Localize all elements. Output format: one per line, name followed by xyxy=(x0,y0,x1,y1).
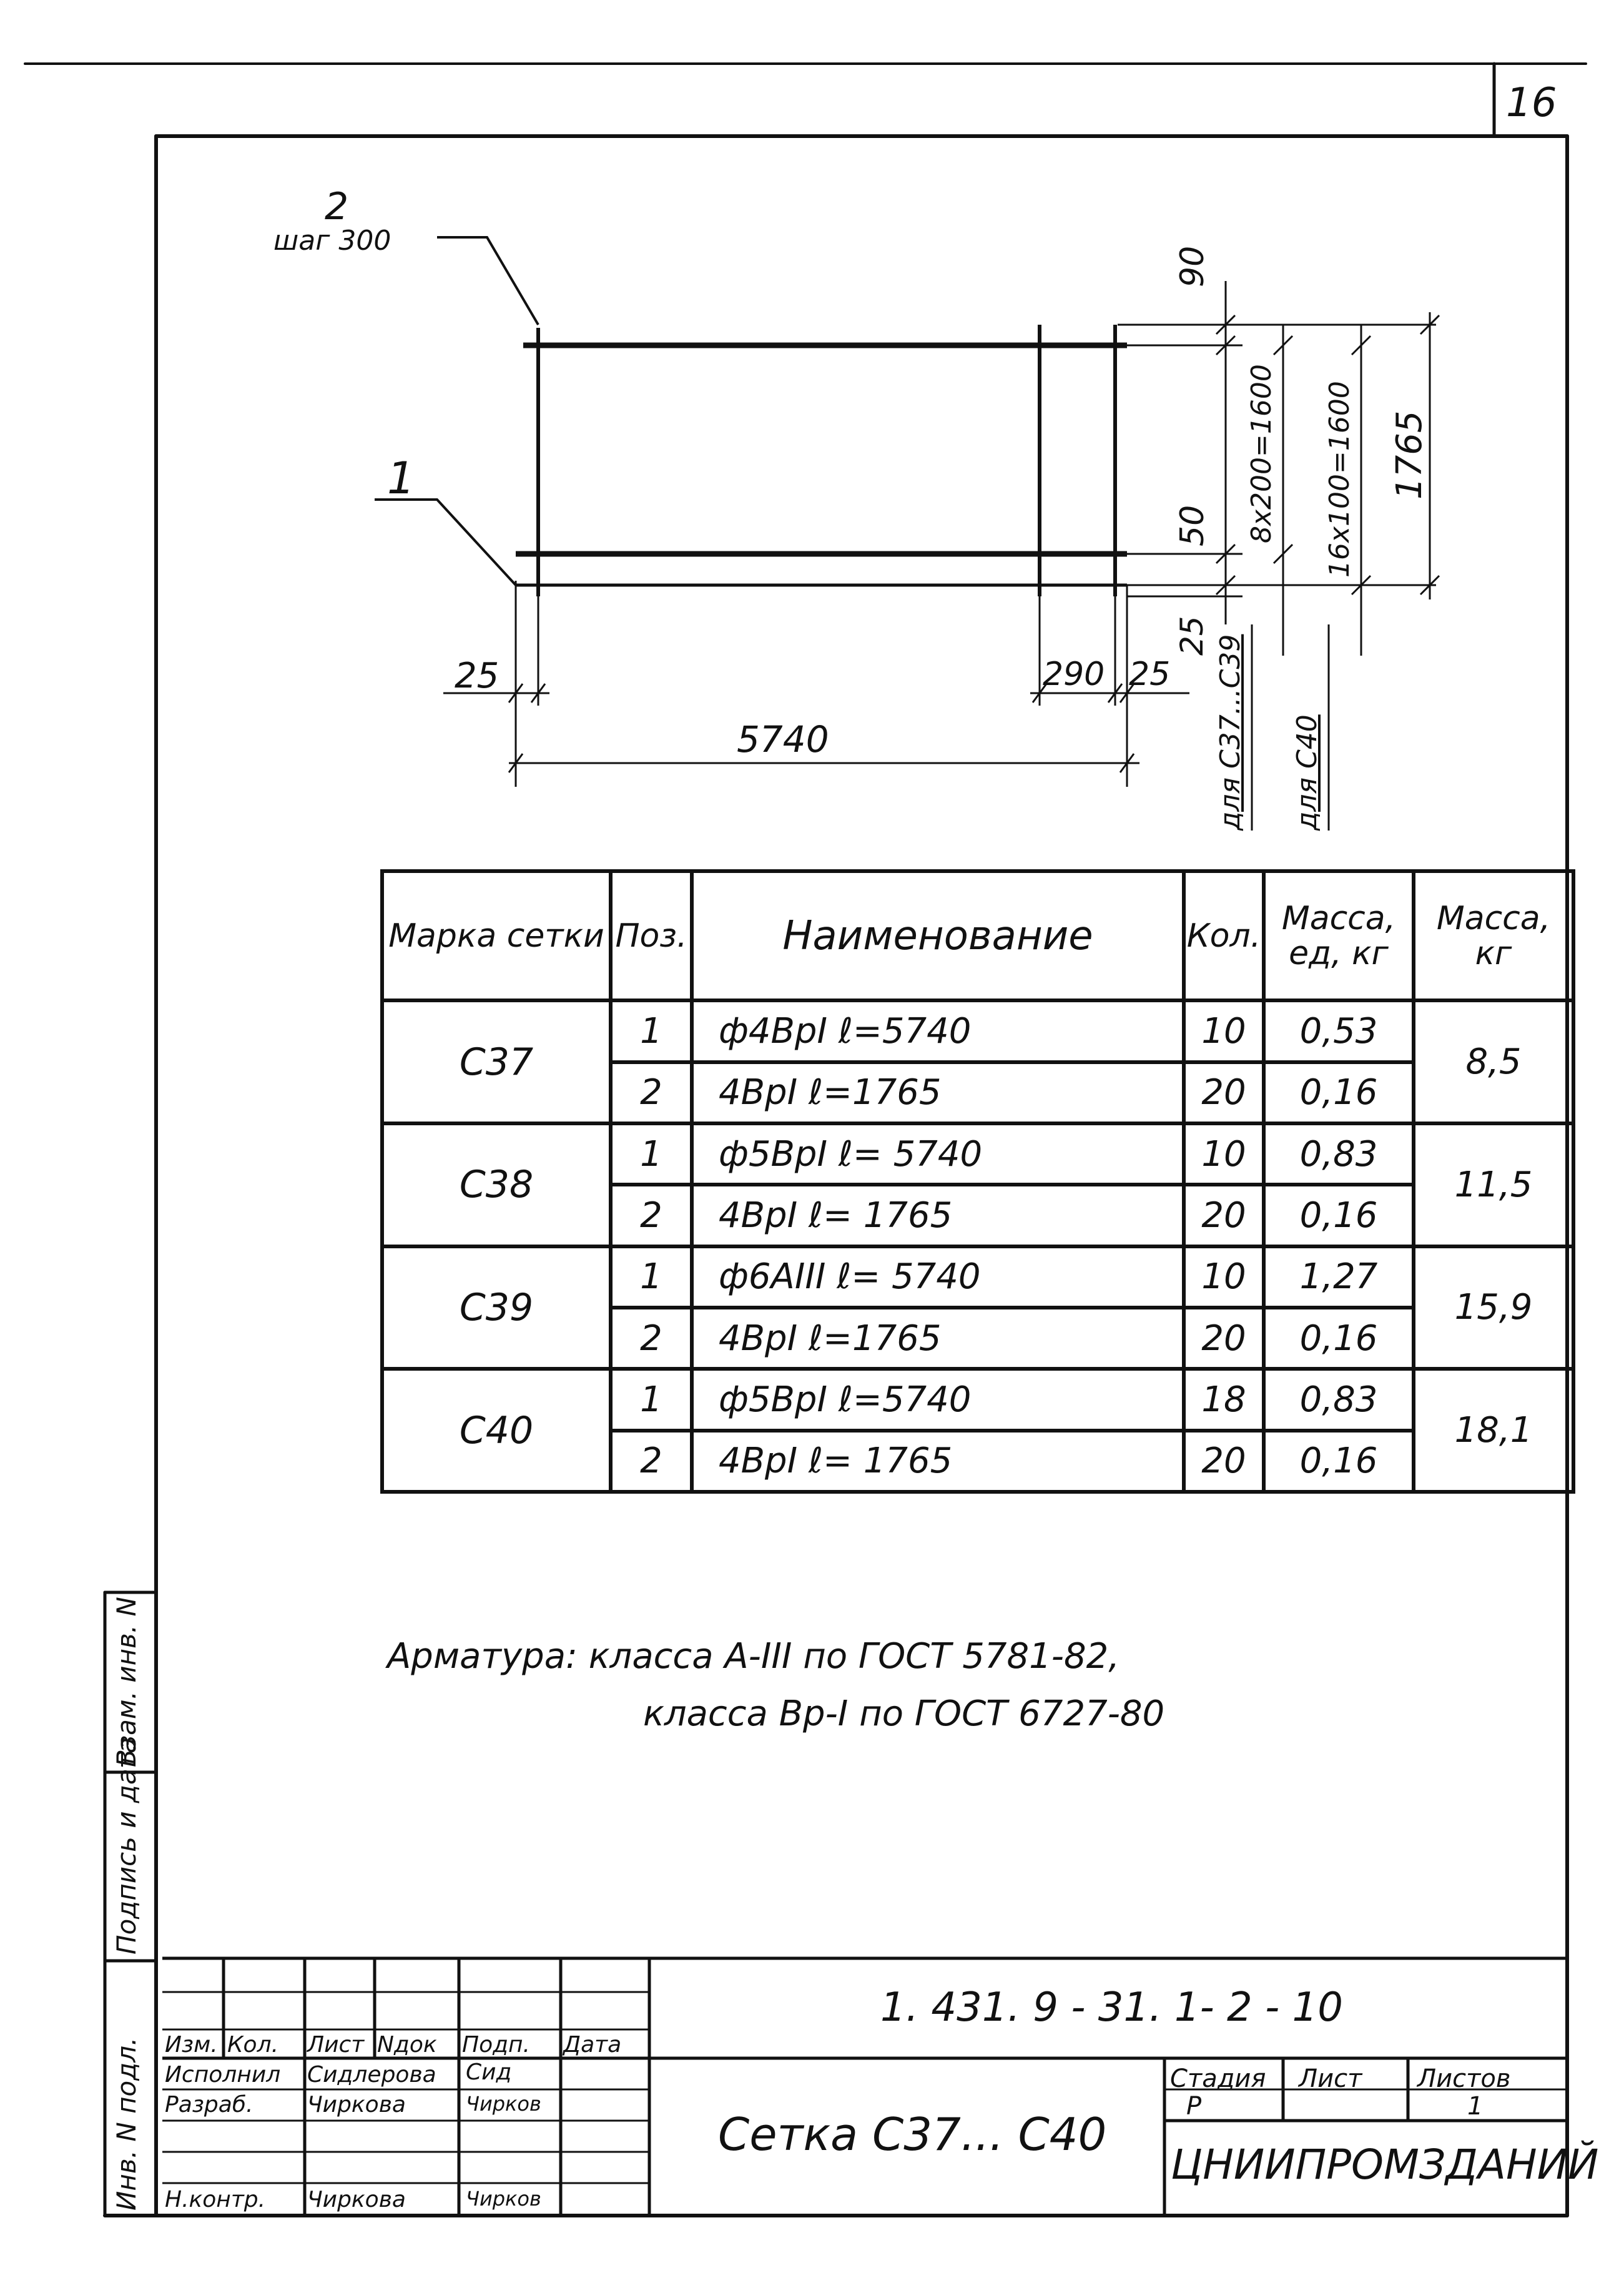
header-mass-unit: Масса, ед, кг xyxy=(1264,871,1414,1000)
cell-mass: 15,9 xyxy=(1414,1246,1573,1369)
cell-mark: С39 xyxy=(382,1246,611,1369)
dim-16x100: 16х100=1600 xyxy=(1324,381,1356,578)
table-row xyxy=(382,1369,1573,1430)
dim-right-25: 25 xyxy=(1129,656,1171,693)
dim-overall-length: 5740 xyxy=(737,718,829,761)
val-listov: 1 xyxy=(1467,2092,1484,2121)
table-row xyxy=(382,1000,1573,1062)
cell-mark: С38 xyxy=(382,1123,611,1246)
col-podp: Подп. xyxy=(462,2032,530,2058)
hdr-stadia: Стадия xyxy=(1170,2064,1266,2093)
cell-qty: 20 xyxy=(1184,1062,1264,1123)
dim-left-25: 25 xyxy=(455,656,500,696)
cell-pos: 2 xyxy=(611,1431,692,1492)
name-ispolnil: Сидлерова xyxy=(307,2062,436,2088)
cell-mass: 8,5 xyxy=(1414,1000,1573,1123)
role-ispolnil: Исполнил xyxy=(165,2062,281,2088)
cell-pos: 2 xyxy=(611,1185,692,1246)
pos1-label: 1 xyxy=(387,453,415,504)
role-nkontr: Н.контр. xyxy=(165,2187,266,2212)
val-stadia: Р xyxy=(1186,2092,1202,2121)
cell-name: ф6АIII ℓ= 5740 xyxy=(692,1246,1184,1308)
cell-mass: 18,1 xyxy=(1414,1369,1573,1492)
note-c37-c39: для С37...С39 xyxy=(1214,634,1246,831)
stamp-vzam-inv: Взам. инв. N xyxy=(111,1597,142,1767)
cell-mass-unit: 0,83 xyxy=(1264,1123,1414,1185)
col-kol: Кол. xyxy=(227,2032,279,2058)
col-data: Дата xyxy=(563,2032,622,2058)
cell-mass-unit: 0,16 xyxy=(1264,1308,1414,1369)
cell-pos: 1 xyxy=(611,1246,692,1308)
dim-290: 290 xyxy=(1043,656,1105,693)
name-nkontr: Чиркова xyxy=(307,2187,406,2212)
col-list: Лист xyxy=(307,2032,365,2058)
cell-name: ф5ВрI ℓ= 5740 xyxy=(692,1123,1184,1185)
dim-bottom-25: 25 xyxy=(1174,616,1210,656)
sign-ispolnil: Сид xyxy=(466,2059,512,2085)
note-line-2: класса Вр-I по ГОСТ 6727-80 xyxy=(643,1694,1165,1734)
table-row xyxy=(382,1246,1573,1308)
cell-qty: 18 xyxy=(1184,1369,1264,1430)
header-qty: Кол. xyxy=(1184,871,1264,1000)
cell-qty: 20 xyxy=(1184,1185,1264,1246)
cell-pos: 1 xyxy=(611,1000,692,1062)
cell-pos: 2 xyxy=(611,1308,692,1369)
pos2-label: 2 xyxy=(325,185,349,229)
note-c40: для С40 xyxy=(1291,714,1323,831)
hdr-listov: Листов xyxy=(1417,2064,1511,2093)
title-block xyxy=(162,1958,1599,2214)
spec-header-row xyxy=(382,871,1573,1000)
cell-name: 4ВрI ℓ= 1765 xyxy=(692,1185,1184,1246)
cell-qty: 20 xyxy=(1184,1431,1264,1492)
cell-mass-unit: 0,16 xyxy=(1264,1062,1414,1123)
cell-name: ф4ВрI ℓ=5740 xyxy=(692,1000,1184,1062)
dim-8x200: 8х200=1600 xyxy=(1246,364,1277,543)
cell-qty: 20 xyxy=(1184,1308,1264,1369)
cell-mark: С37 xyxy=(382,1000,611,1123)
cell-pos: 1 xyxy=(611,1369,692,1430)
cell-pos: 2 xyxy=(611,1062,692,1123)
sign-razrab: Чирков xyxy=(466,2092,541,2116)
sign-nkontr: Чирков xyxy=(466,2187,541,2211)
note-line-1: Арматура: класса А-III по ГОСТ 5781-82, xyxy=(387,1636,1120,1677)
cell-name: 4ВрI ℓ= 1765 xyxy=(692,1431,1184,1492)
cell-mass-unit: 0,83 xyxy=(1264,1369,1414,1430)
header-name: Наименование xyxy=(692,871,1184,1000)
hdr-list: Лист xyxy=(1299,2064,1362,2093)
col-ndok: Nдок xyxy=(377,2032,437,2058)
header-mark: Марка сетки xyxy=(382,871,611,1000)
cell-mass-unit: 0,53 xyxy=(1264,1000,1414,1062)
cell-qty: 10 xyxy=(1184,1123,1264,1185)
document-title: Сетка С37... С40 xyxy=(718,2108,1107,2161)
stamp-inv-podl: Инв. N подл. xyxy=(111,2037,142,2211)
cell-mass-unit: 0,16 xyxy=(1264,1185,1414,1246)
role-razrab: Разраб. xyxy=(165,2092,253,2118)
spec-table xyxy=(380,869,1575,1494)
doc-code: 1. 431. 9 - 31. 1- 2 - 10 xyxy=(880,1985,1343,2031)
cell-mass-unit: 1,27 xyxy=(1264,1246,1414,1308)
cell-mass: 11,5 xyxy=(1414,1123,1573,1246)
cell-pos: 1 xyxy=(611,1123,692,1185)
cell-name: 4ВрI ℓ=1765 xyxy=(692,1308,1184,1369)
header-pos: Поз. xyxy=(611,871,692,1000)
col-izm: Изм. xyxy=(165,2032,218,2058)
cell-mark: С40 xyxy=(382,1369,611,1492)
name-razrab: Чиркова xyxy=(307,2092,406,2118)
cell-name: ф5ВрI ℓ=5740 xyxy=(692,1369,1184,1430)
stamp-podpis-data: Подпись и дата xyxy=(111,1737,142,1955)
organization: ЦНИИПРОМЗДАНИЙ xyxy=(1171,2141,1599,2189)
cell-mass-unit: 0,16 xyxy=(1264,1431,1414,1492)
dim-overall-width: 1765 xyxy=(1389,410,1430,500)
sheet-number: 16 xyxy=(1506,80,1557,126)
dim-90: 90 xyxy=(1174,245,1211,287)
table-row xyxy=(382,1123,1573,1185)
header-mass: Масса, кг xyxy=(1414,871,1573,1000)
dim-50: 50 xyxy=(1174,505,1211,546)
cell-qty: 10 xyxy=(1184,1000,1264,1062)
cell-qty: 10 xyxy=(1184,1246,1264,1308)
cell-name: 4ВрI ℓ=1765 xyxy=(692,1062,1184,1123)
pos2-step-label: шаг 300 xyxy=(273,225,391,257)
